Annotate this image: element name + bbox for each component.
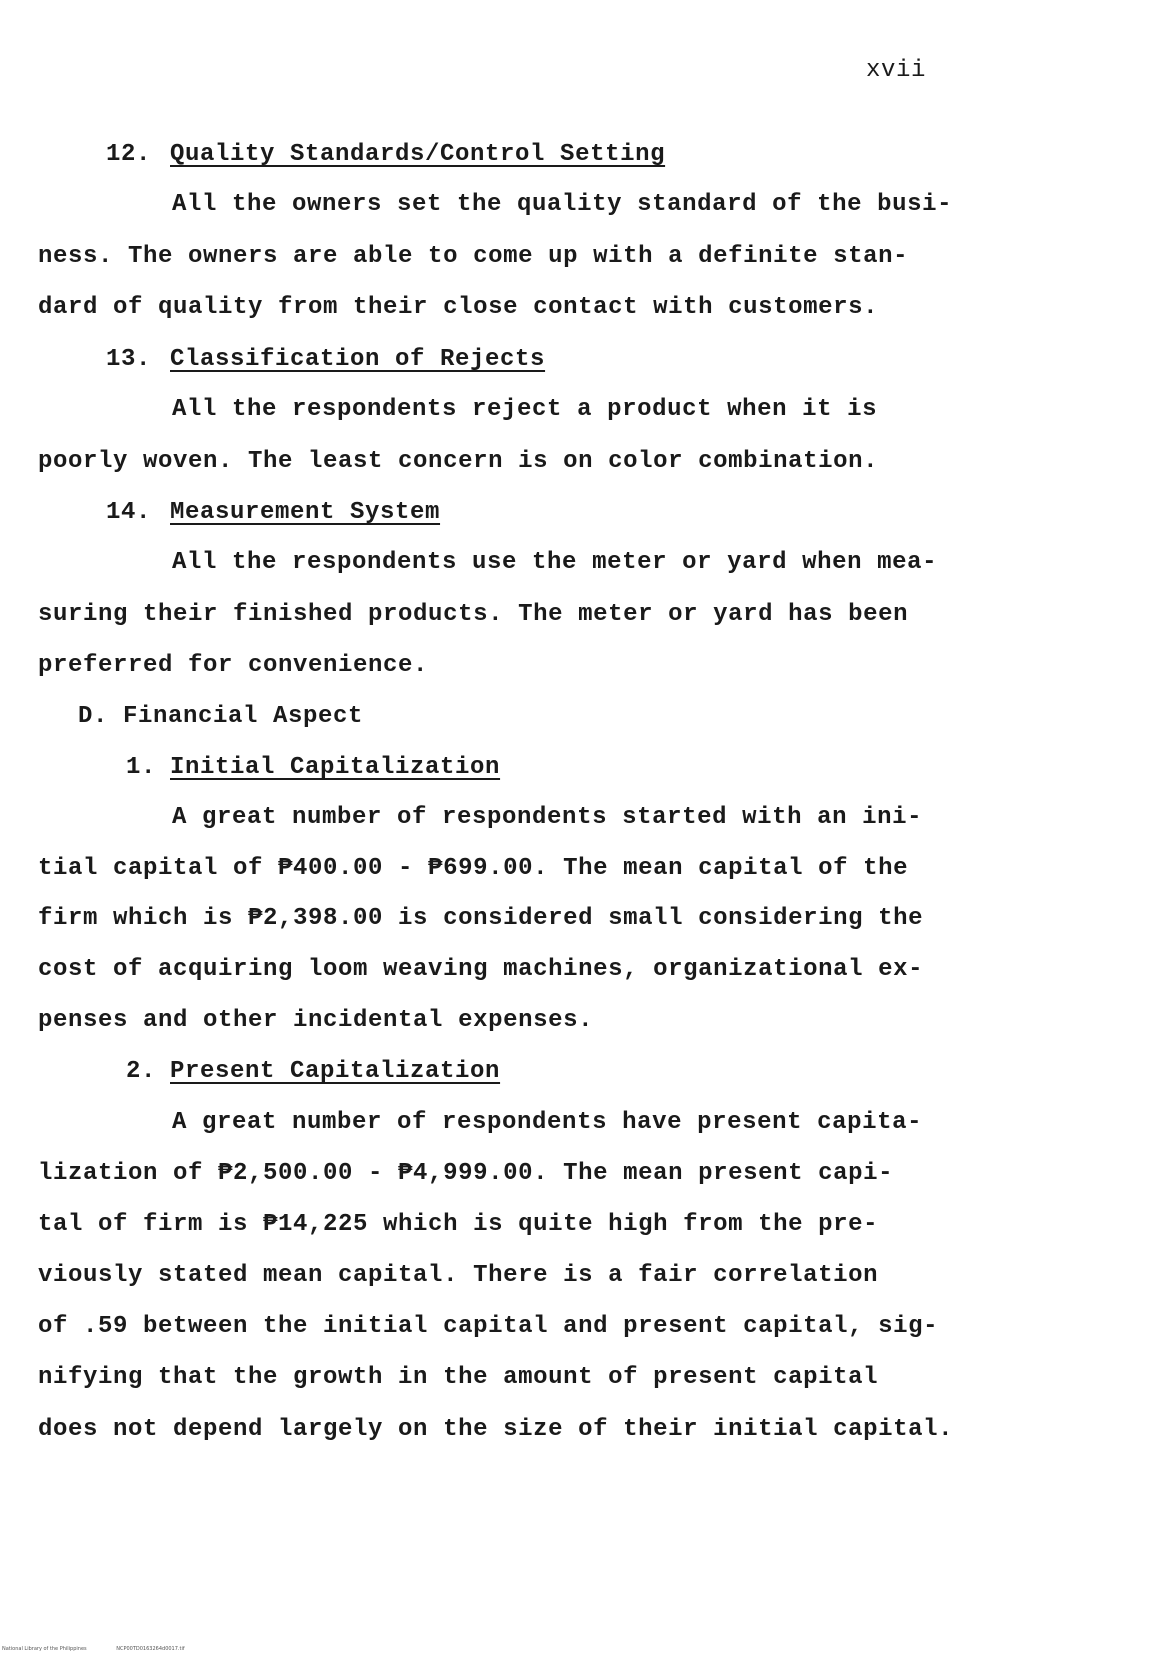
paragraph-line: suring their finished products. The meter or yard has been: [38, 601, 909, 628]
section-14-number: 14.: [106, 499, 152, 526]
subsection-1-title: Initial Capitalization: [170, 754, 501, 781]
subsection-2-number: 2.: [126, 1058, 157, 1085]
section-13-number: 13.: [106, 346, 152, 373]
section-d-heading: D. Financial Aspect: [78, 703, 364, 730]
paragraph-line: tal of firm is ₱14,225 which is quite high from the pre-: [38, 1211, 879, 1238]
paragraph-line: firm which is ₱2,398.00 is considered small considering the: [38, 905, 924, 932]
paragraph-line: cost of acquiring loom weaving machines, organizational ex-: [38, 956, 924, 983]
section-14-title: Measurement System: [170, 499, 441, 526]
paragraph-line: does not depend largely on the size of their initial capital.: [38, 1416, 954, 1443]
subsection-1-number: 1.: [126, 754, 157, 781]
paragraph-line: ness. The owners are able to come up with a definite stan-: [38, 243, 909, 270]
paragraph-line: All the respondents reject a product when it is: [172, 396, 878, 423]
section-13-title: Classification of Rejects: [170, 346, 546, 373]
section-12-title: Quality Standards/Control Setting: [170, 141, 666, 168]
paragraph-line: lization of ₱2,500.00 - ₱4,999.00. The mean present capi-: [38, 1160, 894, 1187]
page-number: xvii: [866, 57, 927, 84]
paragraph-line: viously stated mean capital. There is a fair correlation: [38, 1262, 879, 1289]
paragraph-line: poorly woven. The least concern is on color combination.: [38, 448, 879, 475]
paragraph-line: preferred for convenience.: [38, 652, 429, 679]
paragraph-line: All the owners set the quality standard of the busi-: [172, 191, 953, 218]
paragraph-line: of .59 between the initial capital and present capital, sig-: [38, 1313, 939, 1340]
paragraph-line: tial capital of ₱400.00 - ₱699.00. The mean capital of the: [38, 855, 909, 882]
paragraph-line: nifying that the growth in the amount of present capital: [38, 1364, 879, 1391]
paragraph-line: dard of quality from their close contact with customers.: [38, 294, 879, 321]
section-12-number: 12.: [106, 141, 152, 168]
scan-footer: [2, 1646, 213, 1652]
footer-code: NCP00TD0163264d0017.tif: [116, 1646, 185, 1652]
paragraph-line: All the respondents use the meter or yard when mea-: [172, 549, 938, 576]
paragraph-line: A great number of respondents have present capita-: [172, 1109, 923, 1136]
paragraph-line: penses and other incidental expenses.: [38, 1007, 594, 1034]
subsection-2-title: Present Capitalization: [170, 1058, 501, 1085]
footer-library: National Library of the Philippines: [2, 1646, 87, 1652]
paragraph-line: A great number of respondents started with an ini-: [172, 804, 923, 831]
